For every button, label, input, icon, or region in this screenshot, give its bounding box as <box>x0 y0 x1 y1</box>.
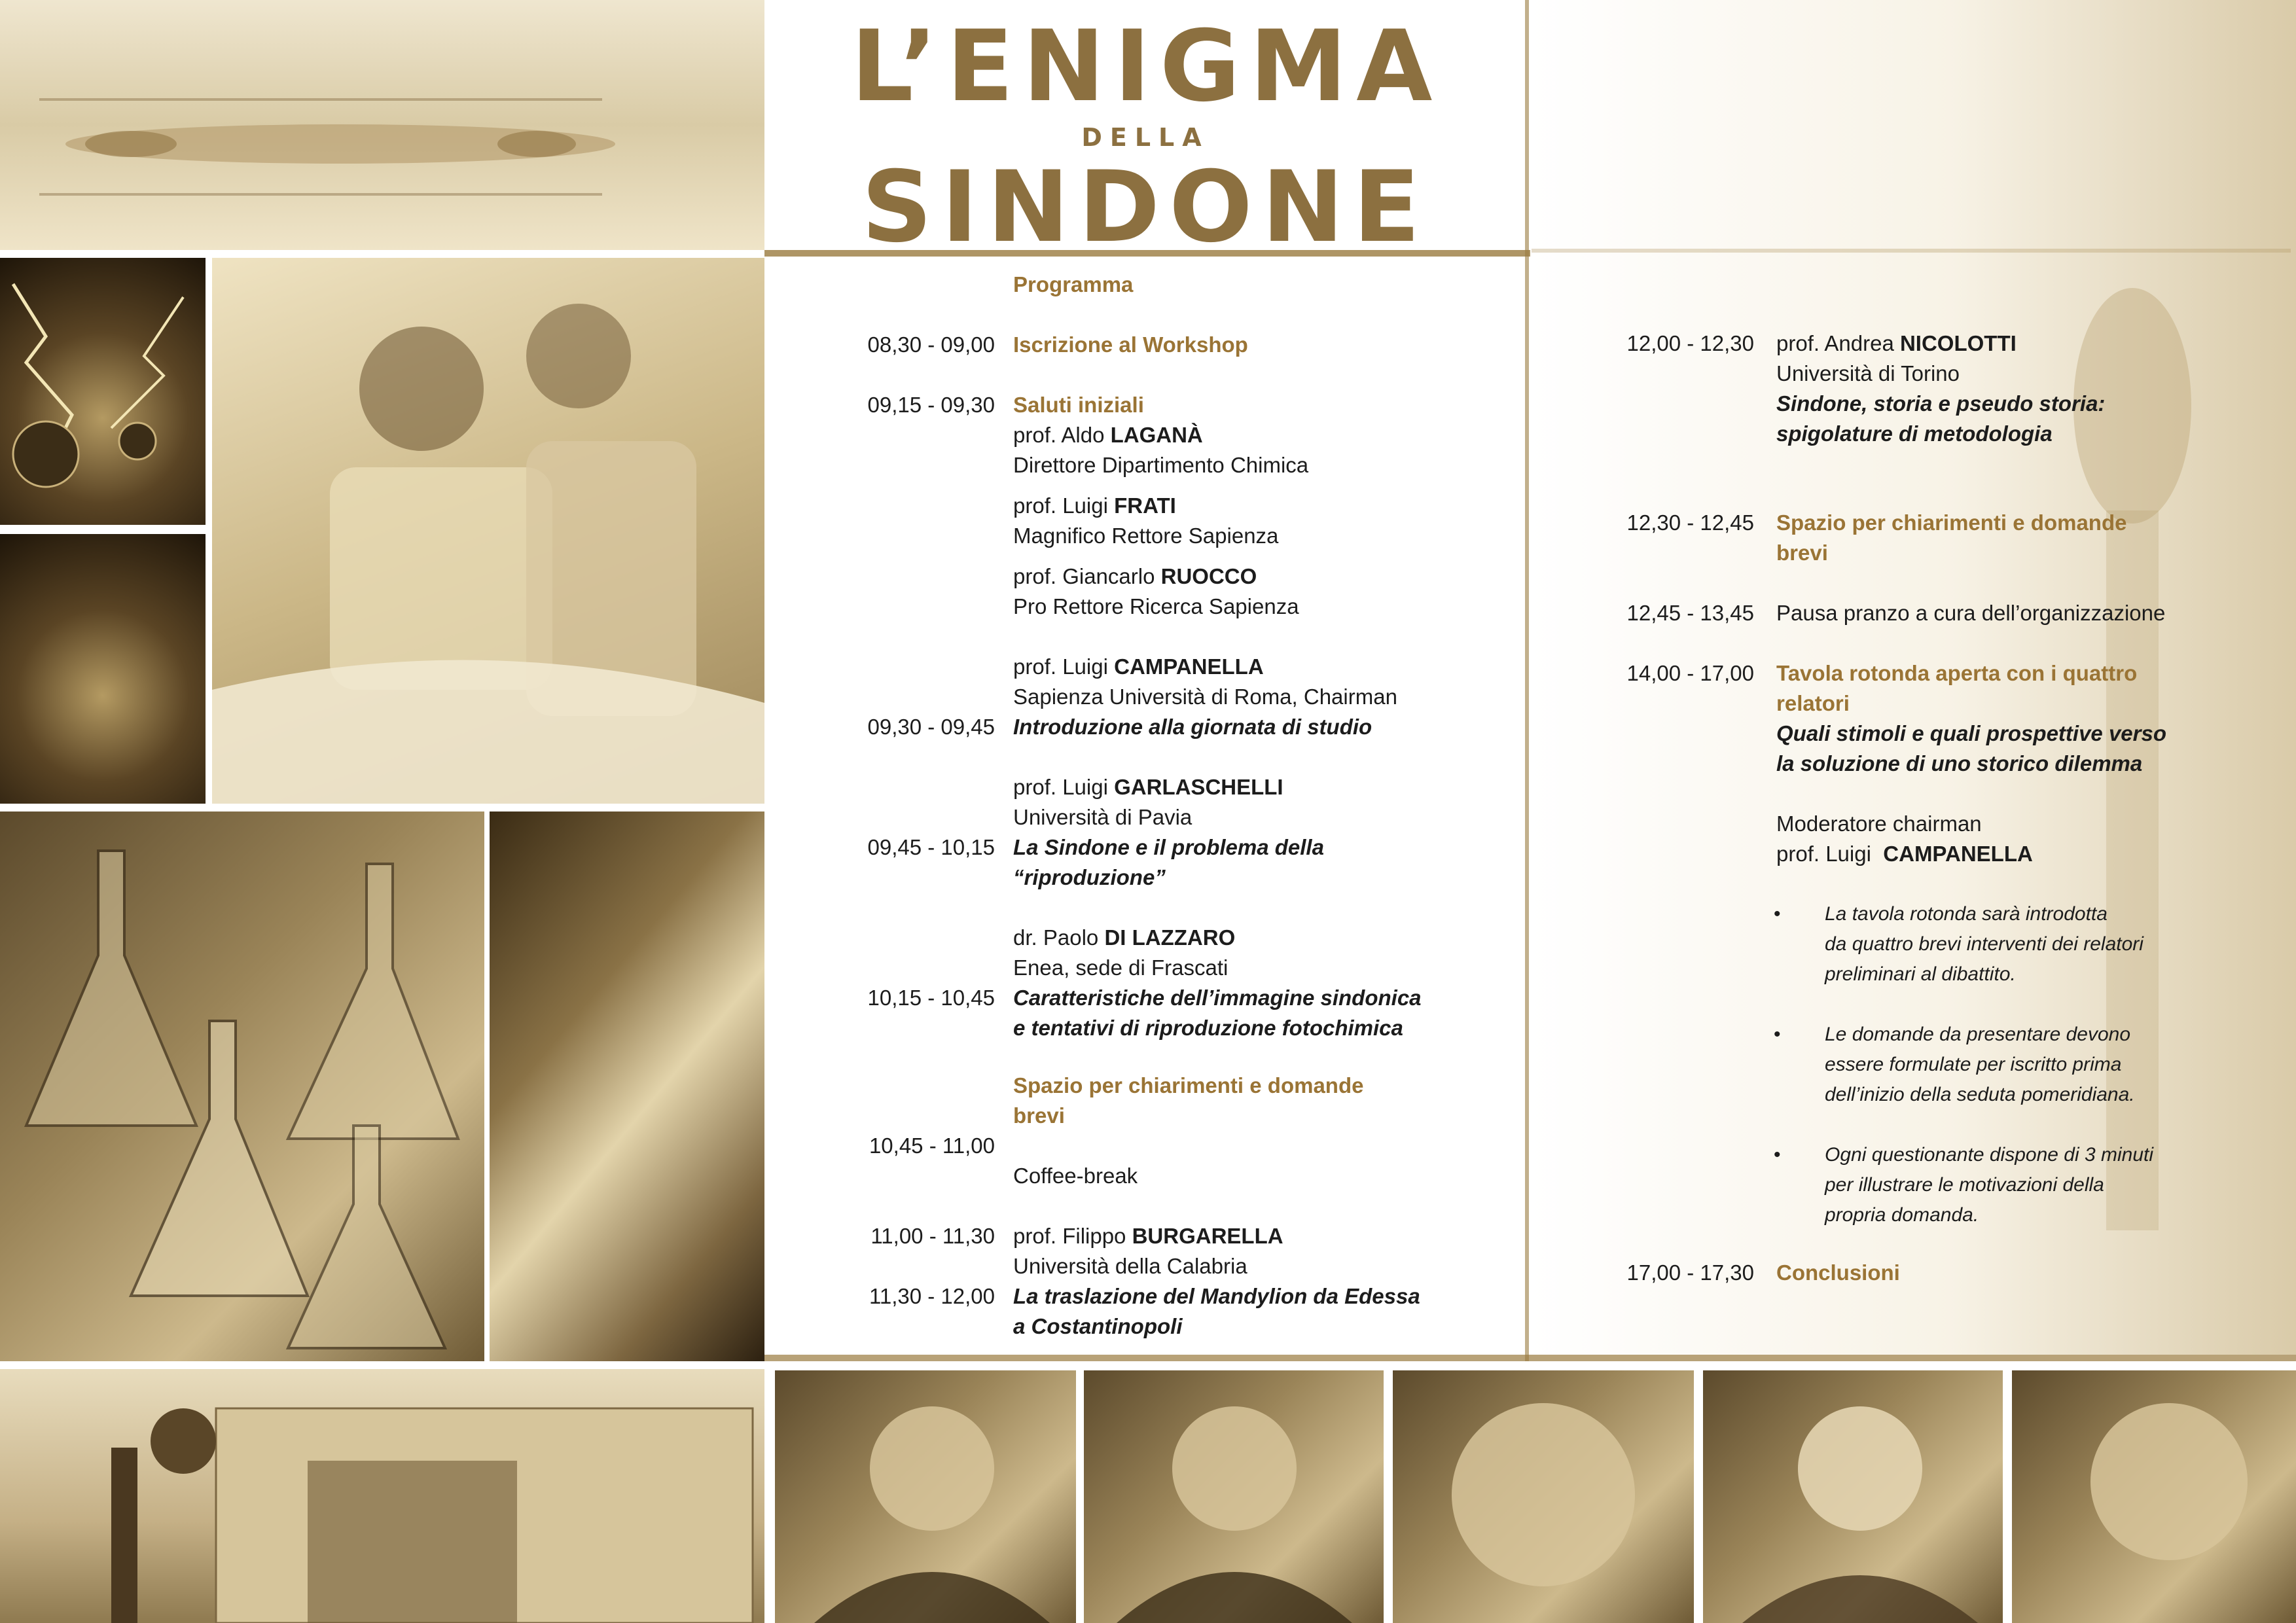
conclusioni: Conclusioni <box>1776 1260 1900 1285</box>
time-0930: 09,30 - 09,45 <box>867 715 995 739</box>
speaker-ruocco <box>1013 562 1257 592</box>
portrait-4 <box>1703 1370 2003 1623</box>
speaker-surname: FRATI <box>1114 493 1176 518</box>
speaker-surname: CAMPANELLA <box>1883 842 2033 866</box>
talk-garlaschelli-line1: La Sindone e il problema della <box>1013 835 1324 859</box>
time-1015: 10,15 - 10,45 <box>867 986 995 1010</box>
bullet-1-line3: preliminari al dibattito. <box>1825 963 2016 985</box>
speaker-prefix: prof. Andrea <box>1776 331 1894 355</box>
item-iscrizione: Iscrizione al Workshop <box>1013 332 1248 357</box>
speaker-prefix: prof. Aldo <box>1013 423 1105 447</box>
spazio-line1: Spazio per chiarimenti e domande <box>1013 1073 1364 1097</box>
researchers-image <box>212 258 764 804</box>
speaker-prefix: prof. Luigi <box>1776 842 1871 866</box>
portrait-5 <box>2012 1370 2296 1623</box>
talk-dilazzaro-line2: e tentativi di riproduzione fotochimica <box>1013 1016 1403 1040</box>
moderator-name <box>1776 839 2033 869</box>
tavola-talk-line2: la soluzione di uno storico dilemma <box>1776 751 2143 776</box>
time-1400: 14,00 - 17,00 <box>1626 661 1754 685</box>
shroud-face-image <box>0 534 206 804</box>
speaker-surname: DI LAZZARO <box>1104 925 1236 950</box>
talk-nicolotti-line2: spigolature di metodologia <box>1776 421 2053 446</box>
bullet-1-line1: La tavola rotonda sarà introdotta <box>1825 903 2108 925</box>
speaker-lagana <box>1013 420 1203 450</box>
speaker-prefix: dr. Paolo <box>1013 925 1099 950</box>
time-1245: 12,45 - 13,45 <box>1626 601 1754 625</box>
speaker-surname: GARLASCHELLI <box>1114 775 1283 799</box>
title-line-3: SINDONE <box>861 151 1429 264</box>
coffee-break: Coffee-break <box>1013 1164 1138 1188</box>
bullet-3-line2: per illustrare le motivazioni della <box>1825 1174 2104 1196</box>
speaker-campanella <box>1013 652 1264 682</box>
tavola-rotonda-line2: relatori <box>1776 691 1850 715</box>
speaker-prefix: prof. Giancarlo <box>1013 564 1155 588</box>
speaker-surname: RUOCCO <box>1160 564 1257 588</box>
time-1045: 10,45 - 11,00 <box>869 1133 995 1158</box>
column-divider <box>1525 0 1529 1361</box>
time-1130: 11,30 - 12,00 <box>869 1284 995 1308</box>
person-icon <box>1084 1370 1384 1623</box>
title-line-1: L’ENIGMA <box>851 10 1442 124</box>
time-1230: 12,30 - 12,45 <box>1626 510 1754 535</box>
bullet-2-line3: dell’inizio della seduta pomeridiana. <box>1825 1084 2135 1105</box>
speaker-surname: NICOLOTTI <box>1899 331 2017 355</box>
speaker-dilazzaro <box>1013 923 1235 953</box>
bullet-2-line2: essere formulate per iscritto prima <box>1825 1054 2122 1075</box>
talk-introduzione: Introduzione alla giornata di studio <box>1013 715 1372 739</box>
spazio-right-line2: brevi <box>1776 541 1828 565</box>
affiliation-lagana: Direttore Dipartimento Chimica <box>1013 453 1309 477</box>
moderator-label: Moderatore chairman <box>1776 812 1982 836</box>
bullet-3-line1: Ogni questionante dispone di 3 minuti <box>1825 1144 2154 1166</box>
portrait-3 <box>1393 1370 1694 1623</box>
programma-heading: Programma <box>1013 272 1134 296</box>
lightning-icon <box>0 258 206 525</box>
talk-burgarella-line2: a Costantinopoli <box>1013 1314 1183 1338</box>
bullet-symbol: • <box>1774 1024 1781 1045</box>
bullet-3-line3: propria domanda. <box>1825 1204 1979 1226</box>
shroud-figure-icon <box>0 0 764 250</box>
flasks-icon <box>0 812 484 1361</box>
speaker-prefix: prof. Luigi <box>1013 493 1108 518</box>
bullet-symbol: • <box>1774 1144 1781 1166</box>
speaker-prefix: prof. Filippo <box>1013 1224 1126 1248</box>
flasks-image <box>0 812 484 1361</box>
researchers-icon <box>212 258 764 804</box>
affiliation-campanella: Sapienza Università di Roma, Chairman <box>1013 685 1397 709</box>
page-title <box>851 10 1442 264</box>
bullet-symbol: • <box>1774 903 1781 925</box>
person-icon <box>1393 1370 1694 1623</box>
tavola-talk-line1: Quali stimoli e quali prospettive verso <box>1776 721 2166 745</box>
spazio-right-line1: Spazio per chiarimenti e domande <box>1776 510 2127 535</box>
item-saluti: Saluti iniziali <box>1013 393 1144 417</box>
shroud-image-top <box>0 0 764 250</box>
time-0945: 09,45 - 10,15 <box>867 835 995 859</box>
person-icon <box>775 1370 1076 1623</box>
speaker-prefix: prof. Luigi <box>1013 654 1108 679</box>
lightning-image <box>0 258 206 525</box>
speaker-surname: BURGARELLA <box>1132 1224 1283 1248</box>
speaker-garlaschelli <box>1013 772 1283 802</box>
portrait-2 <box>1084 1370 1384 1623</box>
speaker-prefix: prof. Luigi <box>1013 775 1108 799</box>
bullet-1-line2: da quattro brevi interventi dei relatori <box>1825 933 2144 955</box>
time-0830: 08,30 - 09,00 <box>867 332 995 357</box>
affiliation-frati: Magnifico Rettore Sapienza <box>1013 524 1279 548</box>
speaker-frati <box>1013 491 1176 521</box>
bullet-2-line1: Le domande da presentare devono <box>1825 1024 2131 1045</box>
speaker-burgarella <box>1013 1221 1283 1251</box>
affiliation-burgarella: Università della Calabria <box>1013 1254 1247 1278</box>
sapienza-building-image <box>0 1369 764 1623</box>
speaker-nicolotti <box>1776 329 2017 359</box>
person-icon <box>2012 1370 2296 1623</box>
speaker-surname: CAMPANELLA <box>1114 654 1264 679</box>
talk-dilazzaro-line1: Caratteristiche dell’immagine sindonica <box>1013 986 1422 1010</box>
time-0915: 09,15 - 09,30 <box>867 393 995 417</box>
talk-burgarella-line1: La traslazione del Mandylion da Edessa <box>1013 1284 1420 1308</box>
affiliation-nicolotti: Università di Torino <box>1776 361 1960 385</box>
person-icon <box>1703 1370 2003 1623</box>
building-icon <box>0 1369 764 1623</box>
shroud-3d-image <box>490 812 764 1361</box>
footer-divider <box>764 1355 2296 1361</box>
talk-garlaschelli-line2: “riproduzione” <box>1013 865 1166 889</box>
tavola-rotonda-line1: Tavola rotonda aperta con i quattro <box>1776 661 2138 685</box>
affiliation-garlaschelli: Università di Pavia <box>1013 805 1193 829</box>
time-1700: 17,00 - 17,30 <box>1626 1260 1754 1285</box>
time-1100: 11,00 - 11,30 <box>870 1224 995 1248</box>
affiliation-dilazzaro: Enea, sede di Frascati <box>1013 955 1229 980</box>
talk-nicolotti-line1: Sindone, storia e pseudo storia: <box>1776 391 2106 416</box>
affiliation-ruocco: Pro Rettore Ricerca Sapienza <box>1013 594 1299 618</box>
speaker-surname: LAGANÀ <box>1110 423 1203 447</box>
spazio-line2: brevi <box>1013 1103 1065 1128</box>
portrait-1 <box>775 1370 1076 1623</box>
title-line-2: DELLA <box>1081 123 1210 152</box>
time-1200: 12,00 - 12,30 <box>1626 331 1754 355</box>
pausa-pranzo: Pausa pranzo a cura dell’organizzazione <box>1776 601 2166 625</box>
